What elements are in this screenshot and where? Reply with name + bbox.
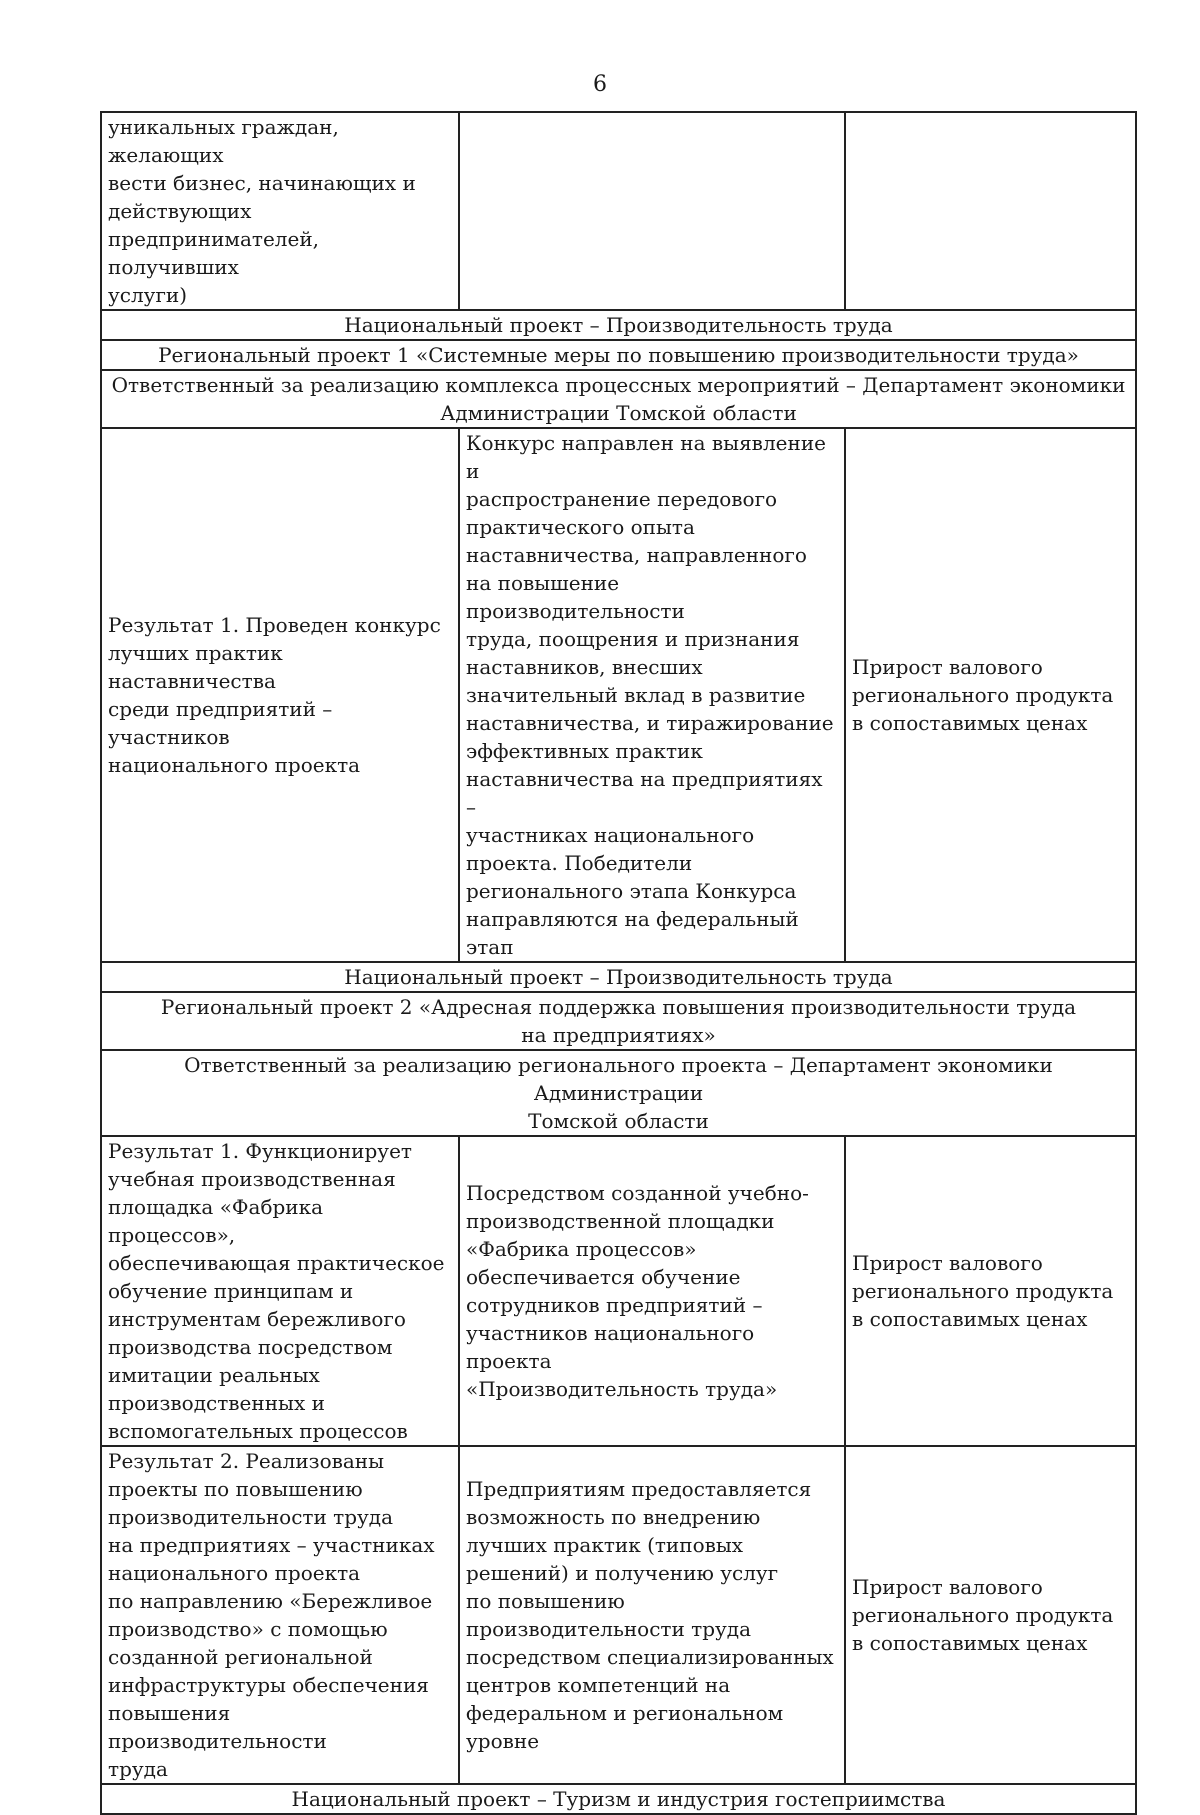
cell-description xyxy=(459,112,845,310)
national-project-title: Национальный проект – Производительность труда xyxy=(101,310,1136,340)
cell-description: Предприятиям предоставляется возможность по внедрению лучших практик (типовых решений) и получению услуг по повышению производительности труда посредством специализированных центров компетенций на федеральном и региональном уровне xyxy=(459,1446,845,1784)
cell-result: уникальных граждан, желающих вести бизнес, начинающих и действующих предпринимателей, получивших услуги) xyxy=(101,112,459,310)
table-row xyxy=(101,112,1136,310)
cell-indicator: Прирост валового регионального продукта в сопоставимых ценах xyxy=(845,1136,1136,1446)
national-project-row xyxy=(101,310,1136,340)
measures-table xyxy=(100,111,1137,1815)
cell-indicator: Прирост валового регионального продукта в сопоставимых ценах xyxy=(845,428,1136,962)
responsible-row xyxy=(101,1050,1136,1136)
national-project-title: Национальный проект – Туризм и индустрия гостеприимства xyxy=(101,1784,1136,1814)
page-number: 6 xyxy=(593,72,607,97)
cell-result: Результат 1. Проведен конкурс лучших практик наставничества среди предприятий – участников национального проекта xyxy=(101,428,459,962)
national-project-title: Национальный проект – Производительность труда xyxy=(101,962,1136,992)
regional-project-title: Региональный проект 1 «Системные меры по повышению производительности труда» xyxy=(101,340,1136,370)
national-project-row xyxy=(101,1784,1136,1814)
cell-indicator xyxy=(845,112,1136,310)
responsible-department: Ответственный за реализацию комплекса процессных мероприятий – Департамент экономики Администрации Томской области xyxy=(101,370,1136,428)
responsible-row xyxy=(101,370,1136,428)
responsible-department: Ответственный за реализацию регионального проекта – Департамент экономики Администрации Томской области xyxy=(101,1050,1136,1136)
regional-project-row xyxy=(101,992,1136,1050)
cell-indicator: Прирост валового регионального продукта в сопоставимых ценах xyxy=(845,1446,1136,1784)
regional-project-row xyxy=(101,340,1136,370)
cell-description: Посредством созданной учебно- производственной площадки «Фабрика процессов» обеспечивается обучение сотрудников предприятий – участников национального проекта «Производительность труда» xyxy=(459,1136,845,1446)
cell-description: Конкурс направлен на выявление и распространение передового практического опыта наставничества, направленного на повышение производительности труда, поощрения и признания наставников, внесших значительный вклад в развитие наставничества, и тиражирование эффективных практик наставничества на предприятиях – участниках национального проекта. Победители регионального этапа Конкурса направляются на федеральный этап xyxy=(459,428,845,962)
national-project-row xyxy=(101,962,1136,992)
table-row xyxy=(101,1136,1136,1446)
table-row xyxy=(101,428,1136,962)
cell-result: Результат 1. Функционирует учебная производственная площадка «Фабрика процессов», обеспечивающая практическое обучение принципам и инструментам бережливого производства посредством имитации реальных производственных и вспомогательных процессов xyxy=(101,1136,459,1446)
cell-result: Результат 2. Реализованы проекты по повышению производительности труда на предприятиях – участниках национального проекта по направлению «Бережливое производство» с помощью созданной региональной инфраструктуры обеспечения повышения производительности труда xyxy=(101,1446,459,1784)
table-row xyxy=(101,1446,1136,1784)
regional-project-title: Региональный проект 2 «Адресная поддержка повышения производительности труда на предприятиях» xyxy=(101,992,1136,1050)
